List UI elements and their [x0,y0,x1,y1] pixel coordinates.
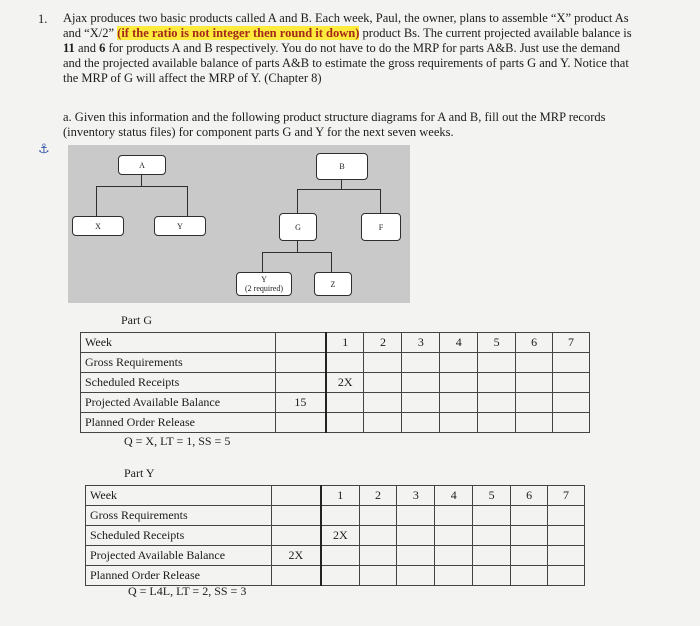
week-3: 3 [397,486,435,506]
part-g-conditions: Q = X, LT = 1, SS = 5 [124,434,231,448]
question-text: Ajax produces two basic products called A and B. Each week, Paul, the owner, plans to assemble “X” product As and “X/2” (if the ratio is not integer then round it down) product Bs. The current projected available balance is 11 and 6 for products A and B respectively. You do not have to do the MRP for parts A&B. Just use the demand and the projected available balance of parts A&B to estimate the gross requirements of parts G and Y. Notice that the MRP of G will affect the MRP of Y. (Chapter 8) [63,11,632,85]
table-row [81,333,590,353]
gross-requirements-label: Gross Requirements [86,506,272,526]
week-7: 7 [553,333,590,353]
week-label: Week [81,333,276,353]
week-3: 3 [402,333,440,353]
table-row [81,413,590,433]
table-row [81,353,590,373]
subquestion-a: a. Given this information and the following product structure diagrams for A and B, fill out the MRP records (inventory status files) for component parts G and Y for the next seven weeks. [63,110,606,139]
projected-balance-label: Projected Available Balance [81,393,276,413]
week-1: 1 [326,333,364,353]
scheduled-receipt-week-1: 2X [321,526,359,546]
node-y-2-required: Y (2 required) [236,272,292,296]
week-4: 4 [440,333,478,353]
week-5: 5 [473,486,511,506]
week-6: 6 [511,486,548,506]
product-structure-diagram [68,145,410,303]
question-number: 1. [38,12,48,26]
table-row [86,546,585,566]
week-label: Week [86,486,272,506]
node-x: X [72,216,124,236]
week-5: 5 [478,333,516,353]
table-row [86,526,585,546]
table-row [86,486,585,506]
table-row [81,373,590,393]
node-y: Y [154,216,206,236]
gross-requirements-label: Gross Requirements [81,353,276,373]
part-g-title: Part G [121,313,152,327]
anchor-icon: ⚓ [38,142,50,157]
initial-balance: 15 [275,393,326,413]
scheduled-receipts-label: Scheduled Receipts [86,526,272,546]
node-b: B [316,153,368,180]
week-2: 2 [364,333,402,353]
week-4: 4 [435,486,473,506]
scheduled-receipts-label: Scheduled Receipts [81,373,276,393]
week-2: 2 [359,486,397,506]
part-y-title: Part Y [124,466,155,480]
table-row [81,393,590,413]
node-f: F [361,213,401,241]
week-1: 1 [321,486,359,506]
node-a: A [118,155,166,175]
initial-balance: 2X [271,546,321,566]
part-y-mrp-table [85,485,585,586]
table-row [86,566,585,586]
week-7: 7 [548,486,585,506]
planned-order-release-label: Planned Order Release [86,566,272,586]
node-z: Z [314,272,352,296]
part-y-conditions: Q = L4L, LT = 2, SS = 3 [128,584,247,598]
scheduled-receipt-week-1: 2X [326,373,364,393]
highlighted-note: (if the ratio is not integer then round it down) [117,26,360,40]
part-g-mrp-table [80,332,590,433]
projected-balance-label: Projected Available Balance [86,546,272,566]
table-row [86,506,585,526]
node-g: G [279,213,317,241]
planned-order-release-label: Planned Order Release [81,413,276,433]
week-6: 6 [516,333,553,353]
